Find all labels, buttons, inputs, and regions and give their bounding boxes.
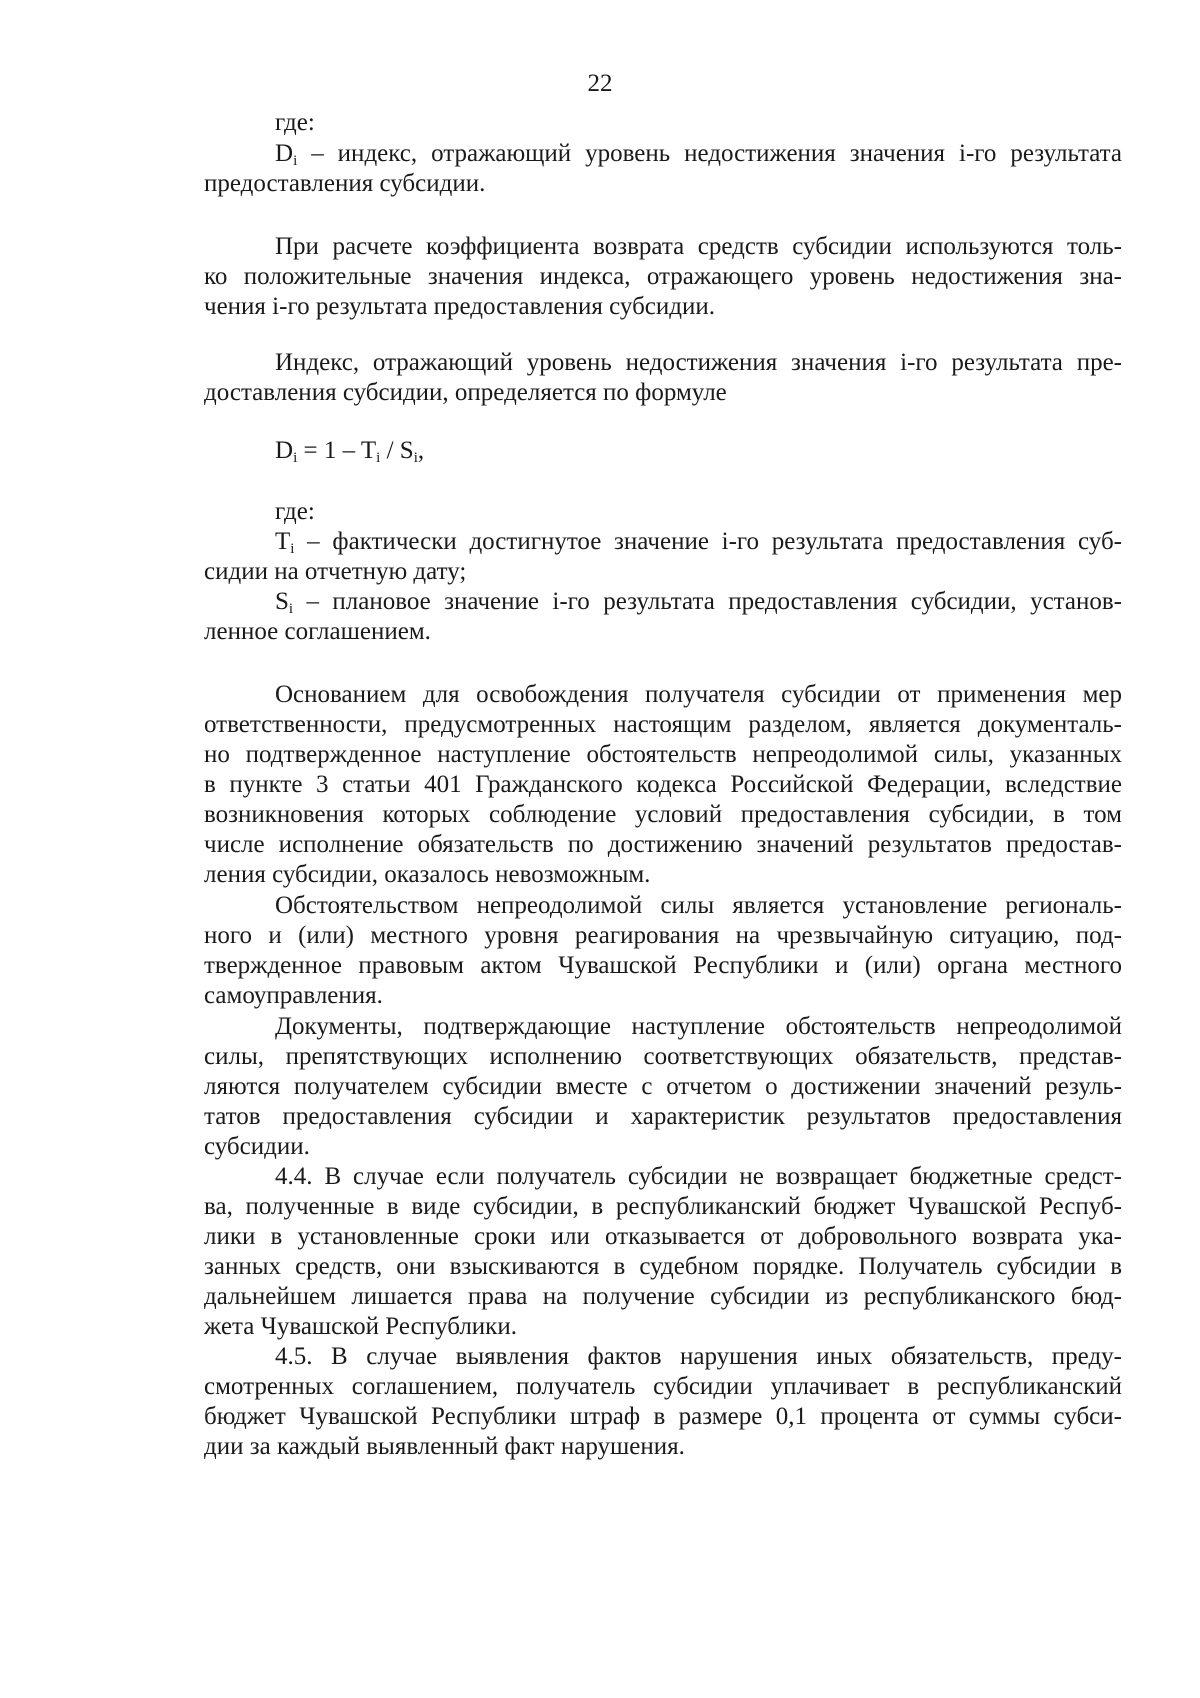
where-label-2: где: [275, 498, 315, 525]
definition-d [204, 139, 1122, 169]
para-6-line-3: ляются получателем субсидии вместе с отчетом о достижении значений резуль- [204, 1073, 1122, 1100]
para-6-line-5: субсидии. [204, 1133, 310, 1160]
para-4-4-line-1: 4.4. В случае если получатель субсидии не возвращает бюджетные средст- [275, 1163, 1122, 1190]
para-4-line-4: в пункте 3 статьи 401 Гражданского кодекса Российской Федерации, вследствие [204, 771, 1122, 798]
where-label: где: [275, 109, 315, 136]
para-4-line-5: возникновения которых соблюдение условий предоставления субсидии, в том [204, 801, 1122, 828]
para-2-line-3: чения i-го результата предоставления субсидии. [204, 293, 715, 320]
definition-t-cont: сидии на отчетную дату; [204, 558, 467, 585]
definition-s [204, 587, 1122, 617]
formula-slash: / S [380, 437, 414, 464]
para-3-line-1: Индекс, отражающий уровень недостижения значения i-го результата пре- [275, 349, 1122, 376]
para-3-line-2: доставления субсидии, определяется по формуле [204, 379, 727, 406]
definition-t-text: – фактически достигнутое значение i-го результата предоставления суб- [294, 528, 1122, 555]
para-2-line-2: ко положительные значения индекса, отражающего уровень недостижения зна- [204, 263, 1122, 290]
subscript-t-i: i [290, 541, 295, 557]
formula-end: , [417, 437, 425, 464]
para-5-line-1: Обстоятельством непреодолимой силы является установление региональ- [275, 892, 1122, 919]
para-4-line-6: числе исполнение обязательств по достижению значений результатов предостав- [204, 831, 1122, 858]
definition-s-cont: ленное соглашением. [204, 618, 431, 645]
formula-mid: = 1 – T [297, 437, 377, 464]
definition-s-text: – плановое значение i-го результата предоставления субсидии, установ- [293, 588, 1122, 615]
para-4-4-line-5: дальнейшем лишается права на получение субсидии из республиканского бюд- [204, 1283, 1122, 1310]
definition-d-cont: предоставления субсидии. [204, 170, 486, 197]
para-5-line-4: самоуправления. [204, 982, 383, 1009]
definition-d-text: – индекс, отражающий уровень недостижения значения i-го результата [297, 140, 1122, 167]
para-4-4-line-4: занных средств, они взыскиваются в судебном порядке. Получатель субсидии в [204, 1253, 1122, 1280]
para-6-line-2: силы, препятствующих исполнению соответствующих обязательств, представ- [204, 1043, 1122, 1070]
subscript-s-i: i [288, 601, 294, 617]
para-4-5-line-1: 4.5. В случае выявления фактов нарушения иных обязательств, преду- [275, 1343, 1122, 1370]
para-6-line-4: татов предоставления субсидии и характеристик результатов предоставления [204, 1103, 1122, 1130]
symbol-s: S [275, 588, 289, 615]
para-4-4-line-6: жета Чувашской Республики. [204, 1313, 517, 1340]
para-2-line-1: При расчете коэффициента возврата средств субсидии используются толь- [275, 233, 1122, 260]
formula-sub-2: i [376, 450, 381, 466]
page-number: 22 [587, 70, 613, 97]
para-4-5-line-3: бюджет Чувашской Республики штраф в размере 0,1 процента от суммы субси- [204, 1403, 1122, 1430]
para-4-5-line-2: смотренных соглашением, получатель субсидии уплачивает в республиканский [204, 1373, 1122, 1400]
formula [275, 436, 424, 466]
para-4-line-2: ответственности, предусмотренных настоящим разделом, является документаль- [204, 711, 1122, 738]
symbol-t: T [275, 528, 291, 555]
para-4-line-3: но подтвержденное наступление обстоятельств непреодолимой силы, указанных [204, 741, 1122, 768]
para-4-5-line-4: дии за каждый выявленный факт нарушения. [204, 1433, 685, 1460]
symbol-d: D [275, 140, 294, 167]
para-4-4-line-2: ва, полученные в виде субсидии, в республиканский бюджет Чувашской Респуб- [204, 1193, 1122, 1220]
subscript-i: i [293, 153, 298, 169]
para-5-line-3: твержденное правовым актом Чувашской Республики и (или) органа местного [204, 952, 1122, 979]
para-4-4-line-3: лики в установленные сроки или отказывается от добровольного возврата ука- [204, 1223, 1122, 1250]
para-6-line-1: Документы, подтверждающие наступление обстоятельств непреодолимой [275, 1013, 1122, 1040]
para-4-line-7: ления субсидии, оказалось невозможным. [204, 861, 651, 888]
formula-sub-1: i [293, 450, 298, 466]
para-5-line-2: ного и (или) местного уровня реагирования на чрезвычайную ситуацию, под- [204, 922, 1122, 949]
formula-sub-3: i [413, 450, 418, 466]
para-4-line-1: Основанием для освобождения получателя субсидии от применения мер [275, 681, 1122, 708]
formula-d: D [275, 437, 294, 464]
definition-t [204, 527, 1122, 557]
